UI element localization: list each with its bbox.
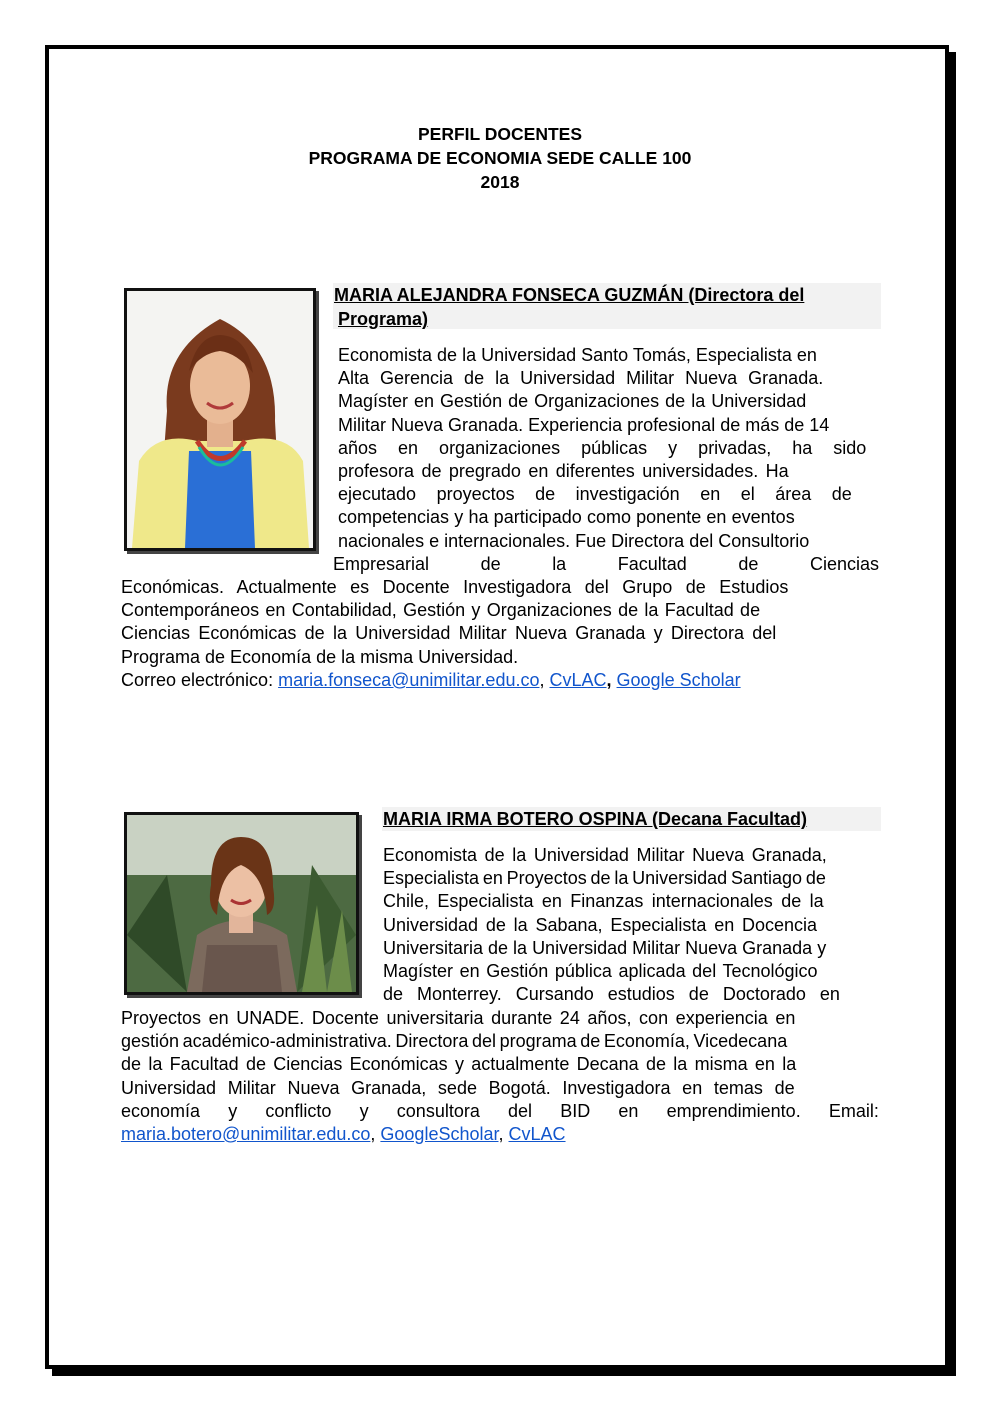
bio-line: Universidad de la Sabana, Especialista en Docencia <box>383 914 818 935</box>
cvlac-link[interactable]: CvLAC <box>508 1124 566 1144</box>
bio-word: economía <box>121 1100 201 1121</box>
bio-word: Empresarial <box>333 554 430 574</box>
page-border <box>45 45 949 1369</box>
bio-line: gestión académico-administrativa. Directora del programa de Economía, Vicedecana <box>121 1031 788 1052</box>
email-link[interactable]: maria.botero@unimilitar.edu.co <box>121 1124 371 1144</box>
bio-line: Magíster en Gestión de Organizaciones de la Universidad <box>338 391 807 412</box>
bio-line: Programa de Economía de la misma Universidad. <box>121 646 519 667</box>
title-line-2: PROGRAMA DE ECONOMIA SEDE CALLE 100 <box>308 148 692 168</box>
bio-line: Económicas. Actualmente es Docente Investigadora del Grupo de Estudios <box>121 577 789 597</box>
profile-photo-fonseca <box>124 288 316 551</box>
separator: , <box>539 670 550 690</box>
bio-line: Magíster en Gestión pública aplicada del Tecnológico <box>383 961 818 982</box>
bio-line: años en organizaciones públicas y privadas, ha sido <box>338 437 867 458</box>
bio-word: y <box>228 1100 238 1121</box>
separator: , <box>370 1124 381 1144</box>
bio-word: de <box>480 554 501 574</box>
page-title <box>0 122 1000 194</box>
profile-name-fonseca <box>333 283 881 329</box>
separator: , <box>498 1124 509 1144</box>
profile-bio-botero-full <box>121 1007 879 1123</box>
bio-line: Universitaria de la Universidad Militar Nueva Granada y <box>383 937 827 958</box>
bio-word: de <box>738 554 759 574</box>
google-scholar-link[interactable]: GoogleScholar <box>380 1124 499 1144</box>
cvlac-link[interactable]: CvLAC <box>549 670 607 690</box>
profile-bio-fonseca-side <box>338 344 879 553</box>
bio-word: BID <box>560 1100 591 1121</box>
bio-word: la <box>552 554 567 574</box>
profile-name-botero <box>382 807 881 831</box>
bio-line: Economista de la Universidad Santo Tomás, Especialista en <box>338 345 817 365</box>
bio-word: Facultad <box>617 554 687 574</box>
name-line-1: MARIA IRMA BOTERO OSPINA (Decana Facultad) <box>383 809 808 829</box>
contact-botero <box>121 1123 566 1146</box>
bio-word: en <box>618 1100 639 1121</box>
bio-line: Especialista en Proyectos de la Universidad Santiago de <box>383 868 826 889</box>
bio-line: Militar Nueva Granada. Experiencia profesional de más de 14 <box>338 414 830 435</box>
name-line-1: MARIA ALEJANDRA FONSECA GUZMÁN (Directora del <box>334 285 805 305</box>
bio-line: Economista de la Universidad Militar Nueva Granada, <box>383 845 827 865</box>
bio-line: Chile, Especialista en Finanzas internacionales de la <box>383 891 824 912</box>
bio-line: nacionales e internacionales. Fue Directora del Consultorio <box>338 530 810 551</box>
bio-word: y <box>359 1100 369 1121</box>
bio-word: conflicto <box>265 1100 332 1121</box>
bio-line: Alta Gerencia de la Universidad Militar Nueva Granada. <box>338 368 824 389</box>
profile-photo-botero <box>124 812 359 995</box>
bio-word: del <box>508 1100 533 1121</box>
bio-word: Email: <box>828 1100 879 1121</box>
profile-bio-botero-side <box>383 844 879 1006</box>
bio-line: Universidad Militar Nueva Granada, sede Bogotá. Investigadora en temas de <box>121 1077 795 1098</box>
title-line-1: PERFIL DOCENTES <box>417 124 582 144</box>
bio-line: de Monterrey. Cursando estudios de Doctorado en <box>383 984 840 1005</box>
bio-line: profesora de pregrado en diferentes universidades. Ha <box>338 461 789 482</box>
bio-word: emprendimiento. <box>666 1100 801 1121</box>
bio-line: competencias y ha participado como ponente en eventos <box>338 507 795 528</box>
contact-fonseca <box>121 669 741 692</box>
google-scholar-link[interactable]: Google Scholar <box>616 670 741 690</box>
bio-word: consultora <box>396 1100 480 1121</box>
email-link[interactable]: maria.fonseca@unimilitar.edu.co <box>278 670 540 690</box>
title-line-3: 2018 <box>480 172 520 192</box>
profile-bio-fonseca-spread <box>333 553 879 576</box>
bio-line: Ciencias Económicas de la Universidad Militar Nueva Granada y Directora del <box>121 623 777 644</box>
bio-line: ejecutado proyectos de investigación en el área de <box>338 484 852 505</box>
bio-line: Contemporáneos en Contabilidad, Gestión y Organizaciones de la Facultad de <box>121 600 761 621</box>
bio-word: Ciencias <box>809 554 879 574</box>
contact-label: Correo electrónico: <box>121 670 279 690</box>
name-line-2: Programa) <box>338 309 429 329</box>
bio-line: de la Facultad de Ciencias Económicas y actualmente Decana de la misma en la <box>121 1054 797 1075</box>
bio-line: Proyectos en UNADE. Docente universitaria durante 24 años, con experiencia en <box>121 1008 796 1028</box>
separator: , <box>606 670 617 690</box>
profile-bio-fonseca-full <box>121 576 879 669</box>
